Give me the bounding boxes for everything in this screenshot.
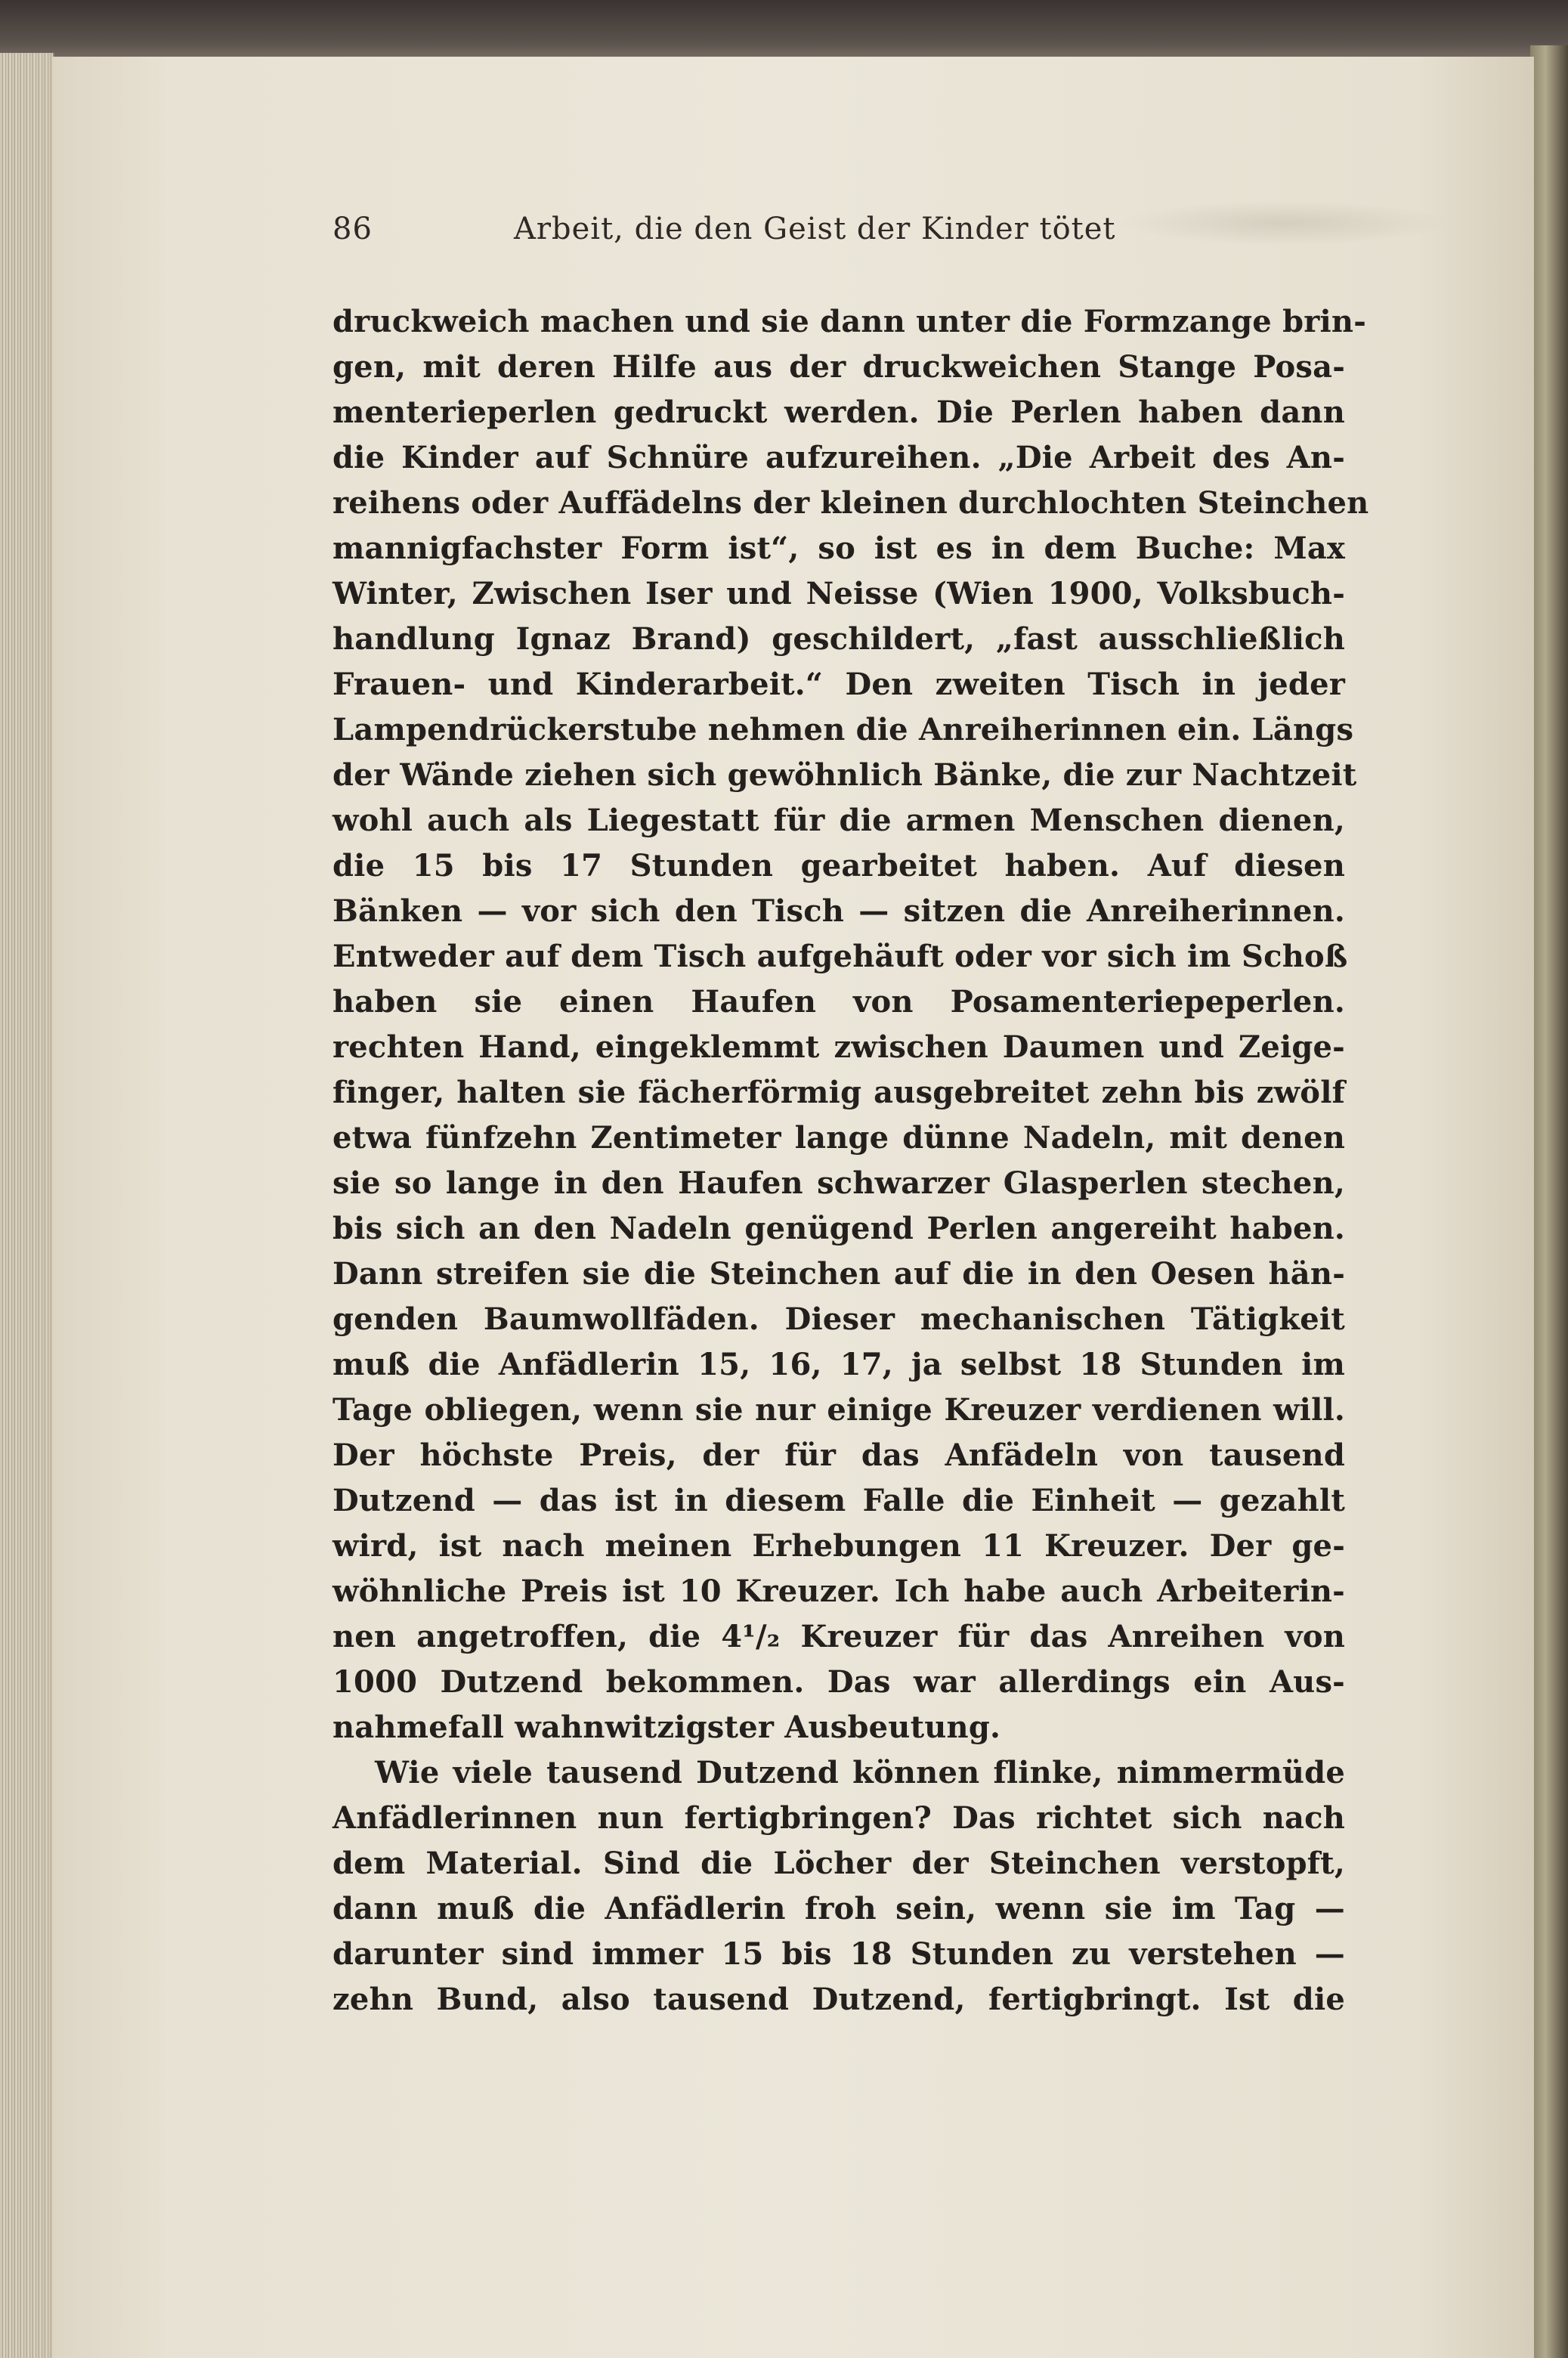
text-line: Winter, Zwischen Iser und Neisse (Wien 1900, Volksbuch- [332, 576, 1345, 611]
text-line: muß die Anfädlerin 15, 16, 17, ja selbst 18 Stunden im [332, 1347, 1345, 1382]
text-line: Frauen- und Kinderarbeit.“ Den zweiten Tisch in jeder [332, 667, 1345, 702]
text-line: der Wände ziehen sich gewöhnlich Bänke, die zur Nachtzeit [332, 757, 1357, 793]
text-line: gen, mit deren Hilfe aus der druckweichen Stange Posa- [332, 349, 1345, 385]
text-line: wohl auch als Liegestatt für die armen Menschen dienen, [332, 803, 1345, 838]
page-edges-left [0, 53, 54, 2358]
text-line: wöhnliche Preis ist 10 Kreuzer. Ich habe auch Arbeiterin- [332, 1574, 1345, 1609]
text-line: reihens oder Auffädelns der kleinen durchlochten Steinchen [332, 485, 1369, 521]
text-line: nahmefall wahnwitzigster Ausbeutung. [332, 1710, 1001, 1745]
page-number: 86 [332, 212, 373, 246]
text-line: dem Material. Sind die Löcher der Steinchen verstopft, [332, 1846, 1345, 1881]
page-header [332, 212, 1141, 257]
text-line: genden Baumwollfäden. Dieser mechanischen Tätigkeit [332, 1301, 1345, 1337]
text-line: Der höchste Preis, der für das Anfädeln von tausend [332, 1437, 1345, 1473]
text-line: nen angetroffen, die 4¹/₂ Kreuzer für das Anreihen von [332, 1619, 1345, 1654]
text-line: wird, ist nach meinen Erhebungen 11 Kreuzer. Der ge- [332, 1528, 1345, 1564]
text-line: handlung Ignaz Brand) geschildert, „fast ausschließlich [332, 621, 1345, 657]
text-line: mannigfachster Form ist“, so ist es in dem Buche: Max [332, 531, 1345, 566]
text-line: die 15 bis 17 Stunden gearbeitet haben. Auf diesen [332, 848, 1345, 883]
text-line: sie so lange in den Haufen schwarzer Glasperlen stechen, [332, 1165, 1345, 1201]
text-line: haben sie einen Haufen von Posamenteriepeperlen. [332, 984, 1345, 1020]
book-top-edge [0, 0, 1568, 60]
text-line: Anfädlerinnen nun fertigbringen? Das richtet sich nach [332, 1800, 1345, 1836]
bleed-through-shadow [1118, 200, 1451, 246]
text-line: Entweder auf dem Tisch aufgehäuft oder vor sich im Schoß [332, 939, 1348, 974]
text-line: Wie viele tausend Dutzend können flinke, nimmermüde [375, 1755, 1345, 1790]
text-line: Bänken — vor sich den Tisch — sitzen die Anreiherinnen. [332, 893, 1345, 929]
text-line: Lampendrückerstube nehmen die Anreiherinnen ein. Längs [332, 712, 1354, 747]
text-line: Tage obliegen, wenn sie nur einige Kreuzer verdienen will. [332, 1392, 1345, 1428]
text-line: 1000 Dutzend bekommen. Das war allerdings ein Aus- [332, 1664, 1345, 1700]
text-line: dann muß die Anfädlerin froh sein, wenn sie im Tag — [332, 1891, 1345, 1926]
text-line: druckweich machen und sie dann unter die Formzange brin- [332, 304, 1366, 339]
text-line: etwa fünfzehn Zentimeter lange dünne Nadeln, mit denen [332, 1120, 1345, 1156]
text-line: bis sich an den Nadeln genügend Perlen angereiht haben. [332, 1211, 1345, 1246]
text-line: menterieperlen gedruckt werden. Die Perlen haben dann [332, 395, 1345, 430]
text-line: finger, halten sie fächerförmig ausgebreitet zehn bis zwölf [332, 1075, 1345, 1110]
text-line: Dann streifen sie die Steinchen auf die in den Oesen hän- [332, 1256, 1345, 1292]
text-line: zehn Bund, also tausend Dutzend, fertigbringt. Ist die [332, 1982, 1345, 2017]
body-text [332, 299, 1369, 2022]
book-cover-right-edge [1530, 45, 1568, 2358]
text-line: darunter sind immer 15 bis 18 Stunden zu verstehen — [332, 1936, 1345, 1972]
running-title: Arbeit, die den Geist der Kinder tötet [514, 212, 1116, 246]
text-line: rechten Hand, eingeklemmt zwischen Daumen und Zeige- [332, 1029, 1345, 1065]
text-line: die Kinder auf Schnüre aufzureihen. „Die Arbeit des An- [332, 440, 1345, 475]
text-line: Dutzend — das ist in diesem Falle die Einheit — gezahlt [332, 1483, 1345, 1518]
